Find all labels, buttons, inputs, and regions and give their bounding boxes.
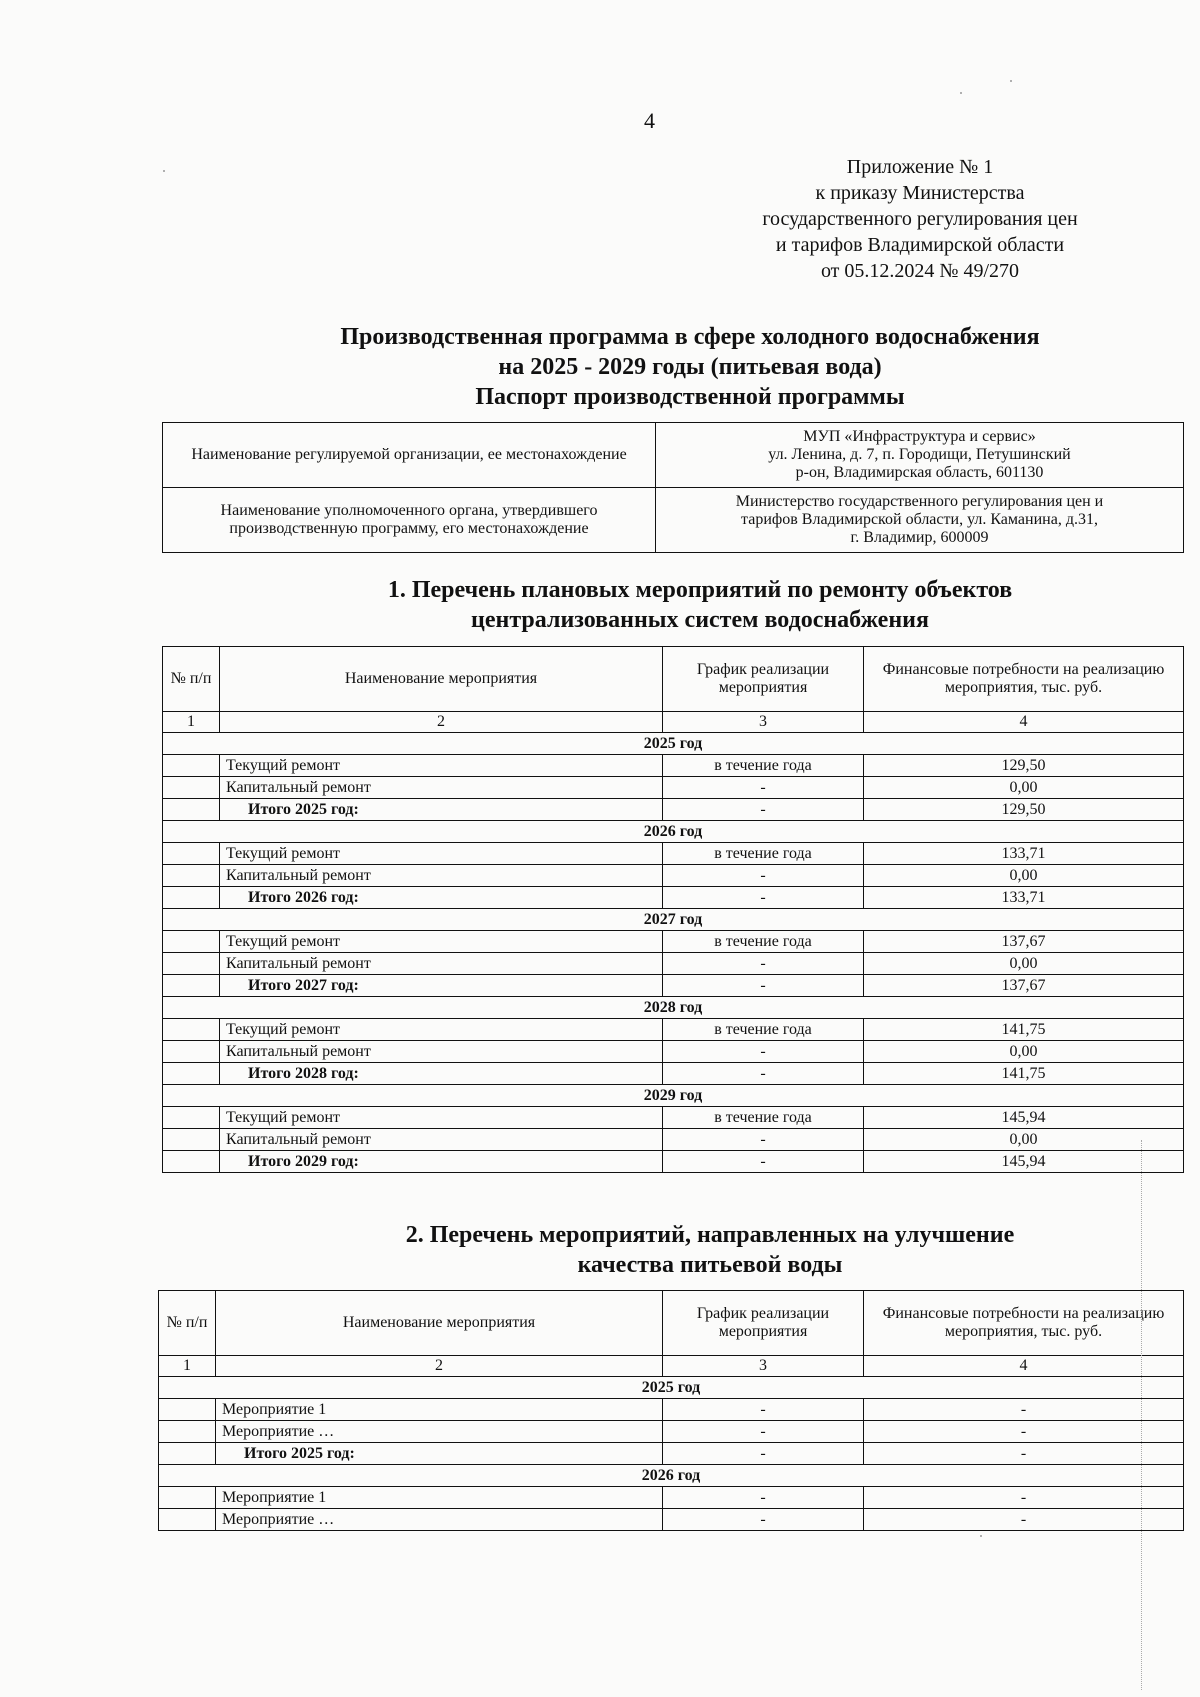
total-row — [163, 975, 1184, 997]
table-row — [163, 843, 1184, 865]
year-label: 2027 год — [163, 909, 1184, 931]
cell-schedule: - — [663, 1487, 864, 1509]
cell-name: Мероприятие 1 — [216, 1399, 663, 1421]
table-row — [163, 1019, 1184, 1041]
passport-value-line: МУП «Инфраструктура и сервис» — [803, 428, 1036, 445]
scan-edge-marks — [1141, 1140, 1160, 1690]
cell-schedule: - — [663, 887, 864, 909]
cell-value: - — [864, 1443, 1184, 1465]
cell-value: 0,00 — [864, 777, 1184, 799]
passport-value-line: Министерство государственного регулирования цен и — [735, 493, 1104, 510]
total-row — [163, 887, 1184, 909]
cell-num — [163, 953, 220, 975]
section-title-line: централизованных систем водоснабжения — [471, 607, 929, 633]
cell-name: Итого 2025 год: — [216, 1443, 663, 1465]
table-row — [163, 1041, 1184, 1063]
section2-title — [310, 1220, 1110, 1280]
header-num: № п/п — [159, 1291, 216, 1356]
cell-schedule: - — [663, 1151, 864, 1173]
total-row — [159, 1443, 1184, 1465]
cell-schedule: - — [663, 1129, 864, 1151]
passport-value — [656, 488, 1184, 553]
cell-value: 141,75 — [864, 1063, 1184, 1085]
cell-value: 0,00 — [864, 865, 1184, 887]
table-row — [163, 1129, 1184, 1151]
column-number: 4 — [864, 712, 1184, 733]
column-number-row — [163, 712, 1184, 733]
year-label: 2026 год — [159, 1465, 1184, 1487]
cell-schedule: - — [663, 1421, 864, 1443]
total-row — [163, 1063, 1184, 1085]
table-row — [163, 777, 1184, 799]
cell-name: Итого 2028 год: — [220, 1063, 663, 1085]
year-row — [159, 1377, 1184, 1399]
column-number: 2 — [216, 1356, 663, 1377]
cell-num — [163, 1107, 220, 1129]
cell-num — [159, 1421, 216, 1443]
table-row — [159, 1421, 1184, 1443]
appendix-line: и тарифов Владимирской области — [775, 234, 1065, 256]
column-number: 4 — [864, 1356, 1184, 1377]
cell-value: - — [864, 1421, 1184, 1443]
total-row — [163, 799, 1184, 821]
table-row — [163, 865, 1184, 887]
passport-row — [163, 488, 1184, 553]
passport-value — [656, 423, 1184, 488]
cell-num — [159, 1399, 216, 1421]
cell-schedule: - — [663, 1063, 864, 1085]
table-row — [163, 755, 1184, 777]
cell-schedule: - — [663, 1399, 864, 1421]
cell-num — [163, 1151, 220, 1173]
total-row — [163, 1151, 1184, 1173]
year-label: 2028 год — [163, 997, 1184, 1019]
cell-value: 0,00 — [864, 1041, 1184, 1063]
cell-num — [163, 1129, 220, 1151]
section-title-line: качества питьевой воды — [577, 1252, 843, 1278]
cell-schedule: - — [663, 953, 864, 975]
cell-num — [163, 931, 220, 953]
cell-num — [163, 887, 220, 909]
header-name: Наименование мероприятия — [220, 647, 663, 712]
cell-value: 129,50 — [864, 799, 1184, 821]
cell-num — [163, 777, 220, 799]
cell-schedule: в течение года — [663, 1019, 864, 1041]
cell-num — [163, 1041, 220, 1063]
scan-speck — [960, 92, 962, 94]
year-row — [159, 1465, 1184, 1487]
cell-num — [163, 1063, 220, 1085]
cell-schedule: - — [663, 1041, 864, 1063]
cell-value: 141,75 — [864, 1019, 1184, 1041]
cell-schedule: в течение года — [663, 1107, 864, 1129]
cell-value: 0,00 — [864, 1129, 1184, 1151]
column-number: 1 — [159, 1356, 216, 1377]
cell-num — [163, 755, 220, 777]
header-name: Наименование мероприятия — [216, 1291, 663, 1356]
year-label: 2025 год — [159, 1377, 1184, 1399]
passport-label: Наименование уполномоченного органа, утвердившего производственную программу, его местонахождение — [163, 488, 656, 553]
column-number: 3 — [663, 712, 864, 733]
cell-name: Итого 2026 год: — [220, 887, 663, 909]
appendix-line: Приложение № 1 — [846, 156, 994, 178]
cell-num — [159, 1509, 216, 1531]
cell-value: 133,71 — [864, 843, 1184, 865]
passport-value-line: тарифов Владимирской области, ул. Каманина, д.31, — [741, 511, 1098, 528]
cell-num — [163, 1019, 220, 1041]
repair-plan-table — [162, 646, 1184, 1173]
passport-value-line: р-он, Владимирская область, 601130 — [795, 464, 1044, 481]
cell-name: Мероприятие … — [216, 1509, 663, 1531]
cell-num — [159, 1443, 216, 1465]
appendix-block — [735, 154, 1105, 284]
cell-num — [163, 975, 220, 997]
cell-value: 0,00 — [864, 953, 1184, 975]
appendix-line: от 05.12.2024 № 49/270 — [820, 260, 1020, 282]
cell-value: 129,50 — [864, 755, 1184, 777]
cell-schedule: - — [663, 865, 864, 887]
column-number: 1 — [163, 712, 220, 733]
year-label: 2026 год — [163, 821, 1184, 843]
year-row — [163, 997, 1184, 1019]
column-number: 3 — [663, 1356, 864, 1377]
table-row — [159, 1509, 1184, 1531]
cell-schedule: в течение года — [663, 843, 864, 865]
cell-name: Текущий ремонт — [220, 1019, 663, 1041]
cell-num — [163, 799, 220, 821]
table-row — [163, 931, 1184, 953]
table-row — [159, 1487, 1184, 1509]
cell-name: Капитальный ремонт — [220, 1129, 663, 1151]
cell-name: Итого 2029 год: — [220, 1151, 663, 1173]
year-row — [163, 821, 1184, 843]
passport-value-line: г. Владимир, 600009 — [850, 529, 989, 546]
header-finance: Финансовые потребности на реализацию мероприятия, тыс. руб. — [864, 1291, 1184, 1356]
page-number: 4 — [644, 108, 655, 133]
passport-table — [162, 422, 1184, 553]
header-schedule: График реализации мероприятия — [663, 1291, 864, 1356]
cell-schedule: - — [663, 1443, 864, 1465]
cell-name: Текущий ремонт — [220, 931, 663, 953]
passport-label: Наименование регулируемой организации, ее местонахождение — [163, 423, 656, 488]
cell-name: Итого 2025 год: — [220, 799, 663, 821]
section-title-line: 2. Перечень мероприятий, направленных на улучшение — [405, 1222, 1015, 1248]
header-num: № п/п — [163, 647, 220, 712]
year-label: 2025 год — [163, 733, 1184, 755]
document-title — [240, 322, 1140, 412]
cell-value: - — [864, 1487, 1184, 1509]
column-number: 2 — [220, 712, 663, 733]
cell-value: 145,94 — [864, 1151, 1184, 1173]
section-title-line: 1. Перечень плановых мероприятий по ремонту объектов — [387, 577, 1013, 603]
cell-value: - — [864, 1509, 1184, 1531]
cell-name: Капитальный ремонт — [220, 953, 663, 975]
cell-name: Мероприятие … — [216, 1421, 663, 1443]
cell-value: 133,71 — [864, 887, 1184, 909]
header-schedule: График реализации мероприятия — [663, 647, 864, 712]
title-line: на 2025 - 2029 годы (питьевая вода) — [498, 354, 882, 380]
cell-name: Текущий ремонт — [220, 1107, 663, 1129]
table-row — [163, 953, 1184, 975]
title-line: Паспорт производственной программы — [475, 384, 905, 410]
water-quality-table — [158, 1290, 1184, 1531]
title-line: Производственная программа в сфере холодного водоснабжения — [340, 324, 1040, 350]
column-number-row — [159, 1356, 1184, 1377]
year-label: 2029 год — [163, 1085, 1184, 1107]
cell-schedule: - — [663, 975, 864, 997]
cell-value: 137,67 — [864, 931, 1184, 953]
cell-name: Капитальный ремонт — [220, 865, 663, 887]
table-row — [163, 1107, 1184, 1129]
year-row — [163, 733, 1184, 755]
cell-schedule: - — [663, 777, 864, 799]
passport-value-line: ул. Ленина, д. 7, п. Городищи, Петушинский — [768, 446, 1071, 463]
table-row — [159, 1399, 1184, 1421]
cell-num — [159, 1487, 216, 1509]
cell-value: - — [864, 1399, 1184, 1421]
year-row — [163, 909, 1184, 931]
table-header-row — [159, 1291, 1184, 1356]
year-row — [163, 1085, 1184, 1107]
cell-schedule: - — [663, 799, 864, 821]
cell-name: Капитальный ремонт — [220, 777, 663, 799]
table-header-row — [163, 647, 1184, 712]
cell-name: Капитальный ремонт — [220, 1041, 663, 1063]
cell-schedule: в течение года — [663, 755, 864, 777]
header-finance: Финансовые потребности на реализацию мероприятия, тыс. руб. — [864, 647, 1184, 712]
section1-title — [300, 575, 1100, 635]
scan-speck — [980, 1535, 982, 1537]
appendix-line: к приказу Министерства — [815, 182, 1025, 204]
appendix-line: государственного регулирования цен — [762, 208, 1078, 230]
cell-value: 137,67 — [864, 975, 1184, 997]
cell-name: Текущий ремонт — [220, 843, 663, 865]
cell-name: Мероприятие 1 — [216, 1487, 663, 1509]
passport-row — [163, 423, 1184, 488]
cell-num — [163, 865, 220, 887]
cell-value: 145,94 — [864, 1107, 1184, 1129]
scan-speck — [163, 170, 165, 172]
cell-name: Итого 2027 год: — [220, 975, 663, 997]
scan-speck — [1010, 80, 1012, 82]
cell-num — [163, 843, 220, 865]
cell-schedule: - — [663, 1509, 864, 1531]
cell-schedule: в течение года — [663, 931, 864, 953]
cell-name: Текущий ремонт — [220, 755, 663, 777]
